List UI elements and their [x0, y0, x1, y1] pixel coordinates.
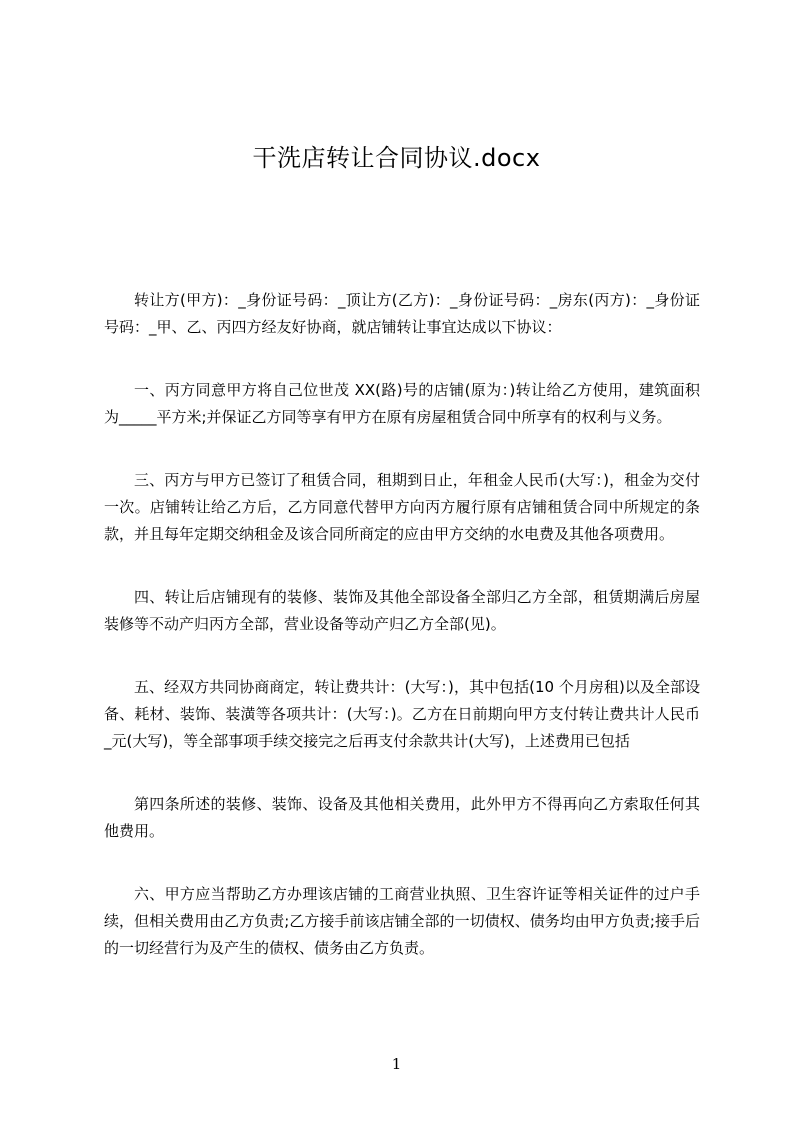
page-number: 1 — [391, 1055, 402, 1073]
document-title: 干洗店转让合同协议.docx — [252, 144, 541, 172]
paragraph-clause-4: 四、转让后店铺现有的装修、装饰及其他全部设备全部归乙方全部，租赁期满后房屋装修等不动产归丙方全部，营业设备等动产归乙方全部(见)。 — [104, 588, 700, 633]
paragraph-clause-5: 五、经双方共同协商商定，转让费共计：(大写：)，其中包括(10 个月房租)以及全部设备、耗材、装饰、装潢等各项共计：(大写：)。乙方在日前期向甲方支付转让费共计人民币_元(大写)，等全部事项手续交接完之后再支付余款共计(大写)，上述费用已包括 — [104, 678, 700, 750]
paragraph-preamble: 转让方(甲方)：_身份证号码：_顶让方(乙方)：_身份证号码：_房东(丙方)：_身份证号码：_甲、乙、丙四方经友好协商，就店铺转让事宜达成以下协议： — [104, 291, 700, 336]
paragraph-clause-1: 一、丙方同意甲方将自己位世茂 XX(路)号的店铺(原为：)转让给乙方使用，建筑面积为_____平方米;并保证乙方同等享有甲方在原有房屋租赁合同中所享有的权利与义务。 — [104, 381, 700, 426]
document-body — [104, 287, 700, 998]
paragraph-clause-5-continued: 第四条所述的装修、装饰、设备及其他相关费用，此外甲方不得再向乙方索取任何其他费用。 — [104, 795, 700, 840]
paragraph-clause-3: 三、丙方与甲方已签订了租赁合同，租期到日止，年租金人民币(大写：)，租金为交付一次。店铺转让给乙方后，乙方同意代替甲方向丙方履行原有店铺租赁合同中所规定的条款，并且每年定期交纳租金及该合同所商定的应由甲方交纳的水电费及其他各项费用。 — [104, 471, 700, 543]
paragraph-clause-6: 六、甲方应当帮助乙方办理该店铺的工商营业执照、卫生容许证等相关证件的过户手续，但相关费用由乙方负责;乙方接手前该店铺全部的一切债权、债务均由甲方负责;接手后的一切经营行为及产生的债权、债务由乙方负责。 — [104, 885, 700, 957]
